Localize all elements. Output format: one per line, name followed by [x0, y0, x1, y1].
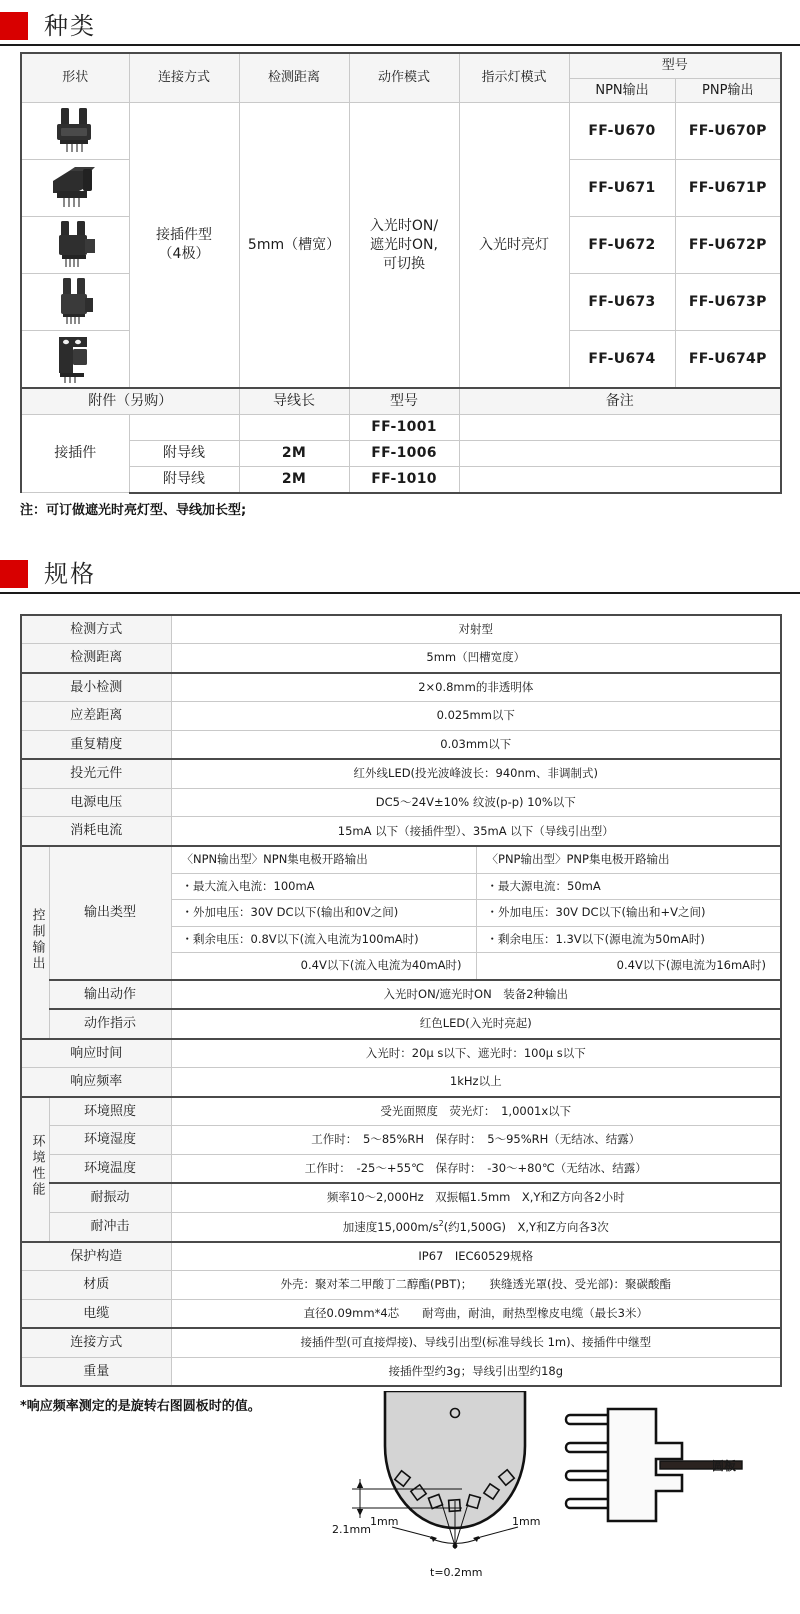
- table-row: [21, 1097, 781, 1126]
- spec-label: 检测方式: [21, 615, 171, 644]
- table-row: [21, 846, 781, 873]
- control-output-group-label: [21, 846, 49, 1039]
- spec-label: 耐冲击: [49, 1212, 171, 1241]
- spec-value: 接插件型(可直接焊接)、导线引出型(标准导线长 1m)、接插件中继型: [171, 1328, 781, 1357]
- spec-table: [20, 614, 782, 1388]
- header-npn: NPN输出: [569, 78, 675, 103]
- spec-label: 连接方式: [21, 1328, 171, 1357]
- table-row: [21, 702, 781, 731]
- action-indicator-label: 动作指示: [49, 1009, 171, 1039]
- spec-value: 工作时： 5～85%RH 保存时： 5～95%RH（无结冰、结露）: [171, 1126, 781, 1155]
- spec-label: 电源电压: [21, 788, 171, 817]
- dim-right-1mm: 1mm: [512, 1515, 541, 1529]
- section-title-kinds: 种类: [44, 12, 96, 40]
- u-sensor-side-bracket-icon: [22, 217, 129, 273]
- spec-label: 检测距离: [21, 644, 171, 673]
- npn-output-line: ・最大流入电流：100mA: [171, 873, 476, 900]
- accessory-wire-length: 2M: [239, 466, 349, 492]
- spec-value: 工作时： -25～+55℃ 保存时： -30～+80℃（无结冰、结露）: [171, 1154, 781, 1183]
- spec-value: 频率10～2,000Hz 双振幅1.5mm X,Y和Z方向各2小时: [171, 1183, 781, 1212]
- accessory-remark: [459, 414, 781, 440]
- pnp-output-line: 〈PNP输出型〉PNP集电极开路输出: [476, 846, 781, 873]
- shock-value-pre: 加速度15,000m/s: [342, 1219, 439, 1234]
- section-divider: [0, 44, 800, 46]
- table-row: [21, 1242, 781, 1271]
- table-row: [21, 673, 781, 702]
- accessory-header-wire-length: 导线长: [239, 388, 349, 414]
- connection-line-2: （4极）: [158, 246, 210, 263]
- cell-npn-model: FF-U672: [569, 217, 675, 274]
- spec-value-shock: [171, 1212, 781, 1241]
- pnp-output-line: ・剩余电压：1.3V以下(源电流为50mA时): [476, 926, 781, 953]
- accessory-group-label: 接插件: [21, 414, 129, 492]
- spec-label: 材质: [21, 1271, 171, 1300]
- spec-label: 最小检测: [21, 673, 171, 702]
- accessory-header-title: 附件（另购）: [21, 388, 239, 414]
- table-row: [21, 980, 781, 1010]
- table-row: [21, 1299, 781, 1328]
- red-accent-block: [0, 560, 28, 588]
- control-output-vertical-text: 控制输出: [29, 907, 45, 972]
- footer-note: *响应频率测定的是旋转右图圆板时的值。: [20, 1399, 261, 1415]
- table-row: [21, 1271, 781, 1300]
- accessory-type: 附导线: [129, 466, 239, 492]
- accessory-model: FF-1010: [349, 466, 459, 492]
- accessory-wire-length: 2M: [239, 440, 349, 466]
- sensor-svg: [560, 1403, 760, 1553]
- shape-image-cell: [21, 331, 129, 389]
- table-row: [21, 466, 781, 492]
- spec-label: 电缆: [21, 1299, 171, 1328]
- table-row: [21, 1183, 781, 1212]
- spec-value: 15mA 以下（接插件型）、35mA 以下（导线引出型）: [171, 817, 781, 846]
- disc-svg: [330, 1391, 580, 1591]
- rotating-disc-diagram: [330, 1391, 580, 1595]
- shape-image-cell: [21, 217, 129, 274]
- shock-value-superscript: 2: [438, 1218, 444, 1228]
- table-row: [21, 615, 781, 644]
- spec-value: 0.03mm以下: [171, 730, 781, 759]
- kinds-note: 注：可订做遮光时亮灯型、导线加长型;: [20, 502, 247, 518]
- accessory-header-row: [21, 388, 781, 414]
- output-action-value: 入光时ON/遮光时ON 装备2种输出: [171, 980, 781, 1010]
- accessory-header-remark: 备注: [459, 388, 781, 414]
- table-row: [21, 1328, 781, 1357]
- header-connection: 连接方式: [129, 53, 239, 103]
- spec-label: 响应频率: [21, 1068, 171, 1097]
- action-mode-line-1: 入光时ON/: [369, 217, 439, 234]
- spec-value: 直径0.09mm*4芯 耐弯曲，耐油，耐热型橡皮电缆（最长3米）: [171, 1299, 781, 1328]
- kinds-header-row: [21, 53, 781, 78]
- shock-value-post: (约1,500G) X,Y和Z方向各3次: [443, 1219, 609, 1234]
- cell-pnp-model: FF-U674P: [675, 331, 781, 389]
- footer-diagram-area: [0, 1391, 800, 1601]
- accessory-model: FF-1001: [349, 414, 459, 440]
- section-divider: [0, 592, 800, 594]
- header-shape: 形状: [21, 53, 129, 103]
- cell-pnp-model: FF-U673P: [675, 274, 781, 331]
- pnp-output-line: 0.4V以下(源电流为16mA时): [476, 953, 781, 980]
- table-row: [21, 730, 781, 759]
- shape-image-cell: [21, 103, 129, 160]
- header-model: 型号: [569, 53, 781, 78]
- section-header-kinds: [0, 8, 800, 52]
- dim-2-1mm: 2.1mm: [332, 1523, 371, 1537]
- table-row: [21, 103, 781, 160]
- spec-label: 消耗电流: [21, 817, 171, 846]
- accessory-type: 附导线: [129, 440, 239, 466]
- spec-label: 重量: [21, 1357, 171, 1386]
- spec-value: 红外线LED(投光波峰波长：940nm、非调制式): [171, 759, 781, 788]
- spec-value: 入光时：20μ s以下、遮光时：100μ s以下: [171, 1039, 781, 1068]
- spec-value: 接插件型约3g；导线引出型约18g: [171, 1357, 781, 1386]
- spec-value: 2×0.8mm的非透明体: [171, 673, 781, 702]
- table-row: [21, 440, 781, 466]
- table-row: [21, 759, 781, 788]
- kinds-table: [20, 52, 782, 494]
- npn-output-line: 0.4V以下(流入电流为40mA时): [171, 953, 476, 980]
- npn-output-line: ・外加电压：30V DC以下(输出和0V之间): [171, 900, 476, 927]
- spec-label: 耐振动: [49, 1183, 171, 1212]
- table-row: [21, 1126, 781, 1155]
- output-type-label: 输出类型: [49, 846, 171, 980]
- table-row: [21, 1154, 781, 1183]
- cell-indicator-mode: 入光时亮灯: [459, 103, 569, 389]
- accessory-remark: [459, 440, 781, 466]
- spec-value: IP67 IEC60529规格: [171, 1242, 781, 1271]
- cell-npn-model: FF-U671: [569, 160, 675, 217]
- header-pnp: PNP输出: [675, 78, 781, 103]
- dim-left-1mm: 1mm: [370, 1515, 399, 1529]
- cell-distance: 5mm（槽宽）: [239, 103, 349, 389]
- cell-pnp-model: FF-U671P: [675, 160, 781, 217]
- table-row: [21, 1009, 781, 1039]
- spec-value: 受光面照度 荧光灯： 1,0001x以下: [171, 1097, 781, 1126]
- accessory-wire-length: [239, 414, 349, 440]
- connection-line-1: 接插件型: [156, 227, 212, 244]
- environment-group-label: [21, 1097, 49, 1242]
- npn-output-line: 〈NPN输出型〉NPN集电极开路输出: [171, 846, 476, 873]
- accessory-remark: [459, 466, 781, 492]
- table-row: [21, 1357, 781, 1386]
- spec-label: 重复精度: [21, 730, 171, 759]
- spec-value: DC5～24V±10% 纹波(p-p) 10%以下: [171, 788, 781, 817]
- header-distance: 检测距离: [239, 53, 349, 103]
- u-sensor-angled-icon: [22, 160, 129, 216]
- u-sensor-tall-icon: [22, 274, 129, 330]
- pnp-output-line: ・最大源电流：50mA: [476, 873, 781, 900]
- spec-value: 0.025mm以下: [171, 702, 781, 731]
- shape-image-cell: [21, 274, 129, 331]
- action-mode-line-2: 遮光时ON,: [370, 236, 438, 253]
- table-row: [21, 414, 781, 440]
- spec-value: 外壳：聚对苯二甲酸丁二醇酯(PBT)； 狭缝透光罩(投、受光部)：聚碳酸酯: [171, 1271, 781, 1300]
- accessory-type: [129, 414, 239, 440]
- spec-value: 对射型: [171, 615, 781, 644]
- table-row: [21, 1068, 781, 1097]
- spec-label: 环境湿度: [49, 1126, 171, 1155]
- u-sensor-front-icon: [22, 103, 129, 159]
- red-accent-block: [0, 12, 28, 40]
- table-row: [21, 788, 781, 817]
- cell-action-mode: [349, 103, 459, 389]
- action-indicator-value: 红色LED(入光时亮起): [171, 1009, 781, 1039]
- accessory-model: FF-1006: [349, 440, 459, 466]
- environment-vertical-text: 环境性能: [29, 1134, 45, 1199]
- cell-npn-model: FF-U673: [569, 274, 675, 331]
- spec-value: 1kHz以上: [171, 1068, 781, 1097]
- section-header-spec: [0, 556, 800, 600]
- output-action-label: 输出动作: [49, 980, 171, 1010]
- table-row: [21, 817, 781, 846]
- spec-label: 环境温度: [49, 1154, 171, 1183]
- accessory-header-model: 型号: [349, 388, 459, 414]
- sensor-crosssection-diagram: [560, 1403, 760, 1557]
- disc-plate-label: 圆板: [712, 1459, 737, 1474]
- spec-label: 响应时间: [21, 1039, 171, 1068]
- pnp-output-line: ・外加电压：30V DC以下(输出和+V之间): [476, 900, 781, 927]
- spec-label: 应差距离: [21, 702, 171, 731]
- cell-npn-model: FF-U670: [569, 103, 675, 160]
- u-sensor-flange-icon: [22, 331, 129, 387]
- npn-output-line: ・剩余电压：0.8V以下(流入电流为100mA时): [171, 926, 476, 953]
- cell-pnp-model: FF-U670P: [675, 103, 781, 160]
- table-row: [21, 644, 781, 673]
- spec-label: 环境照度: [49, 1097, 171, 1126]
- table-row: [21, 1212, 781, 1241]
- header-action-mode: 动作模式: [349, 53, 459, 103]
- spec-value: 5mm（凹槽宽度）: [171, 644, 781, 673]
- action-mode-line-3: 可切换: [383, 255, 425, 272]
- cell-connection: [129, 103, 239, 389]
- section-title-spec: 规格: [44, 559, 96, 588]
- spec-label: 保护构造: [21, 1242, 171, 1271]
- table-row: [21, 1039, 781, 1068]
- cell-pnp-model: FF-U672P: [675, 217, 781, 274]
- dim-thickness: t=0.2mm: [430, 1566, 483, 1580]
- spec-label: 投光元件: [21, 759, 171, 788]
- shape-image-cell: [21, 160, 129, 217]
- header-indicator-mode: 指示灯模式: [459, 53, 569, 103]
- cell-npn-model: FF-U674: [569, 331, 675, 389]
